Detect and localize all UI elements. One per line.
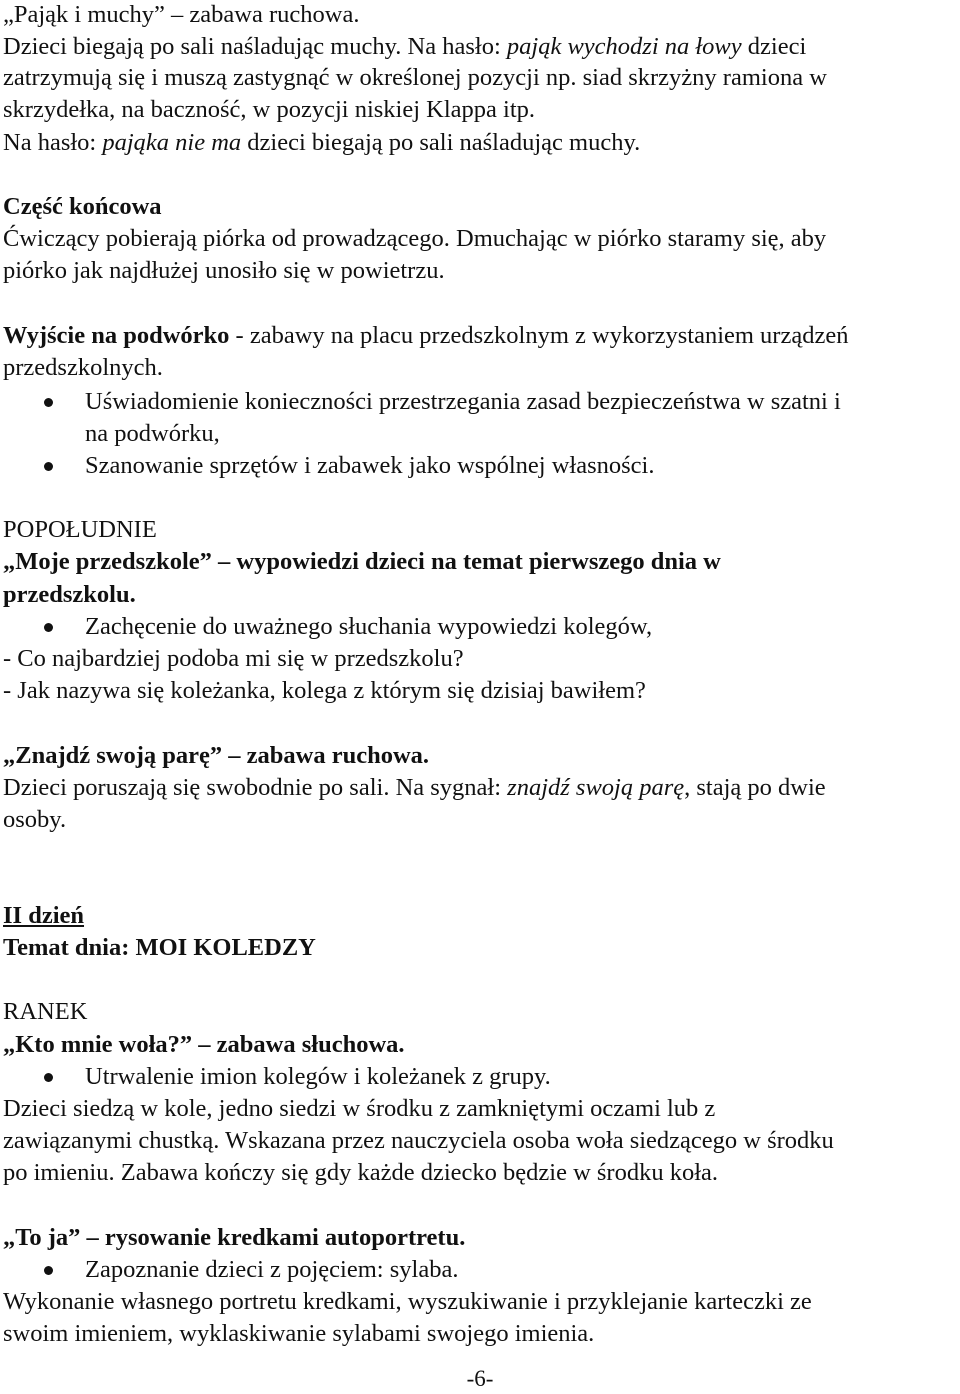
paragraph-line: zatrzymują się i muszą zastygnąć w określonej pozycji np. siad skrzyżny ramiona w <box>3 64 827 91</box>
paragraph-line: Ćwiczący pobierają piórka od prowadzącego. Dmuchając w piórko staramy się, aby <box>3 225 827 252</box>
bullet-icon <box>44 1266 53 1275</box>
section-heading: POPOŁUDNIE <box>3 516 157 543</box>
bullet-item: Szanowanie sprzętów i zabawek jako wspólnej własności. <box>85 452 655 479</box>
day-heading: II dzień <box>3 902 85 929</box>
bullet-icon <box>44 623 53 632</box>
paragraph-line: po imieniu. Zabawa kończy się gdy każde dziecko będzie w środku koła. <box>3 1159 719 1186</box>
bullet-item-continuation: na podwórku, <box>85 420 220 447</box>
text-run: Dzieci poruszają się swobodnie po sali. Na sygnał: <box>3 774 508 801</box>
paragraph-line: Wykonanie własnego portretu kredkami, wyszukiwanie i przyklejanie karteczki ze <box>3 1288 812 1315</box>
activity-title: „Moje przedszkole” – wypowiedzi dzieci na temat pierwszego dnia w <box>3 548 721 575</box>
bullet-icon <box>44 398 53 407</box>
paragraph-line <box>3 320 848 352</box>
section-heading: Część końcowa <box>3 193 162 220</box>
bullet-icon <box>44 462 53 471</box>
text-run: , stają po dwie <box>684 774 826 801</box>
paragraph-line: Dzieci siedzą w kole, jedno siedzi w środku z zamkniętymi oczami lub z <box>3 1095 716 1122</box>
bullet-icon <box>44 1073 53 1082</box>
game-title-pajak: „Pająk i muchy” – zabawa ruchowa. <box>3 1 360 28</box>
paragraph-line: przedszkolnych. <box>3 354 163 381</box>
section-heading: RANEK <box>3 998 88 1025</box>
text-run: dzieci biegają po sali naśladując muchy. <box>241 129 641 156</box>
paragraph-line: osoby. <box>3 806 67 833</box>
text-run: dzieci <box>741 33 807 60</box>
paragraph-line: zawiązanymi chustką. Wskazana przez nauczyciela osoba woła siedzącego w środku <box>3 1127 834 1154</box>
paragraph-line: swoim imieniem, wyklaskiwanie sylabami swojego imienia. <box>3 1320 595 1347</box>
activity-title: „To ja” – rysowanie kredkami autoportretu. <box>3 1224 466 1251</box>
bullet-item: Utrwalenie imion kolegów i koleżanek z grupy. <box>85 1063 551 1090</box>
italic-phrase: znajdź swoją parę <box>507 774 685 801</box>
italic-phrase: pająka nie ma <box>102 129 242 156</box>
text-run: Na hasło: <box>3 129 103 156</box>
text-run: - zabawy na placu przedszkolnym z wykorzystaniem urządzeń <box>229 322 849 349</box>
paragraph-line: skrzydełka, na baczność, w pozycji niskiej Klappa itp. <box>3 96 536 123</box>
paragraph-line <box>3 31 806 63</box>
question-line: - Co najbardziej podoba mi się w przedszkolu? <box>3 645 464 672</box>
paragraph-line <box>3 127 640 159</box>
paragraph-line <box>3 772 826 804</box>
bullet-item: Uświadomienie konieczności przestrzegania zasad bezpieczeństwa w szatni i <box>85 388 841 415</box>
activity-title: Wyjście na podwórko <box>3 322 230 349</box>
activity-title: „Znajdź swoją parę” – zabawa ruchowa. <box>3 742 430 769</box>
theme-heading: Temat dnia: MOI KOLEDZY <box>3 934 316 961</box>
page-number: -6- <box>466 1366 494 1391</box>
bullet-item: Zapoznanie dzieci z pojęciem: sylaba. <box>85 1256 459 1283</box>
paragraph-line: piórko jak najdłużej unosiło się w powietrzu. <box>3 257 445 284</box>
text-run: Dzieci biegają po sali naśladując muchy. Na hasło: <box>3 33 507 60</box>
italic-phrase: pająk wychodzi na łowy <box>506 33 742 60</box>
activity-title: „Kto mnie woła?” – zabawa słuchowa. <box>3 1031 405 1058</box>
bullet-item: Zachęcenie do uważnego słuchania wypowiedzi kolegów, <box>85 613 653 640</box>
question-line: - Jak nazywa się koleżanka, kolega z którym się dzisiaj bawiłem? <box>3 677 646 704</box>
activity-title-continuation: przedszkolu. <box>3 581 136 608</box>
